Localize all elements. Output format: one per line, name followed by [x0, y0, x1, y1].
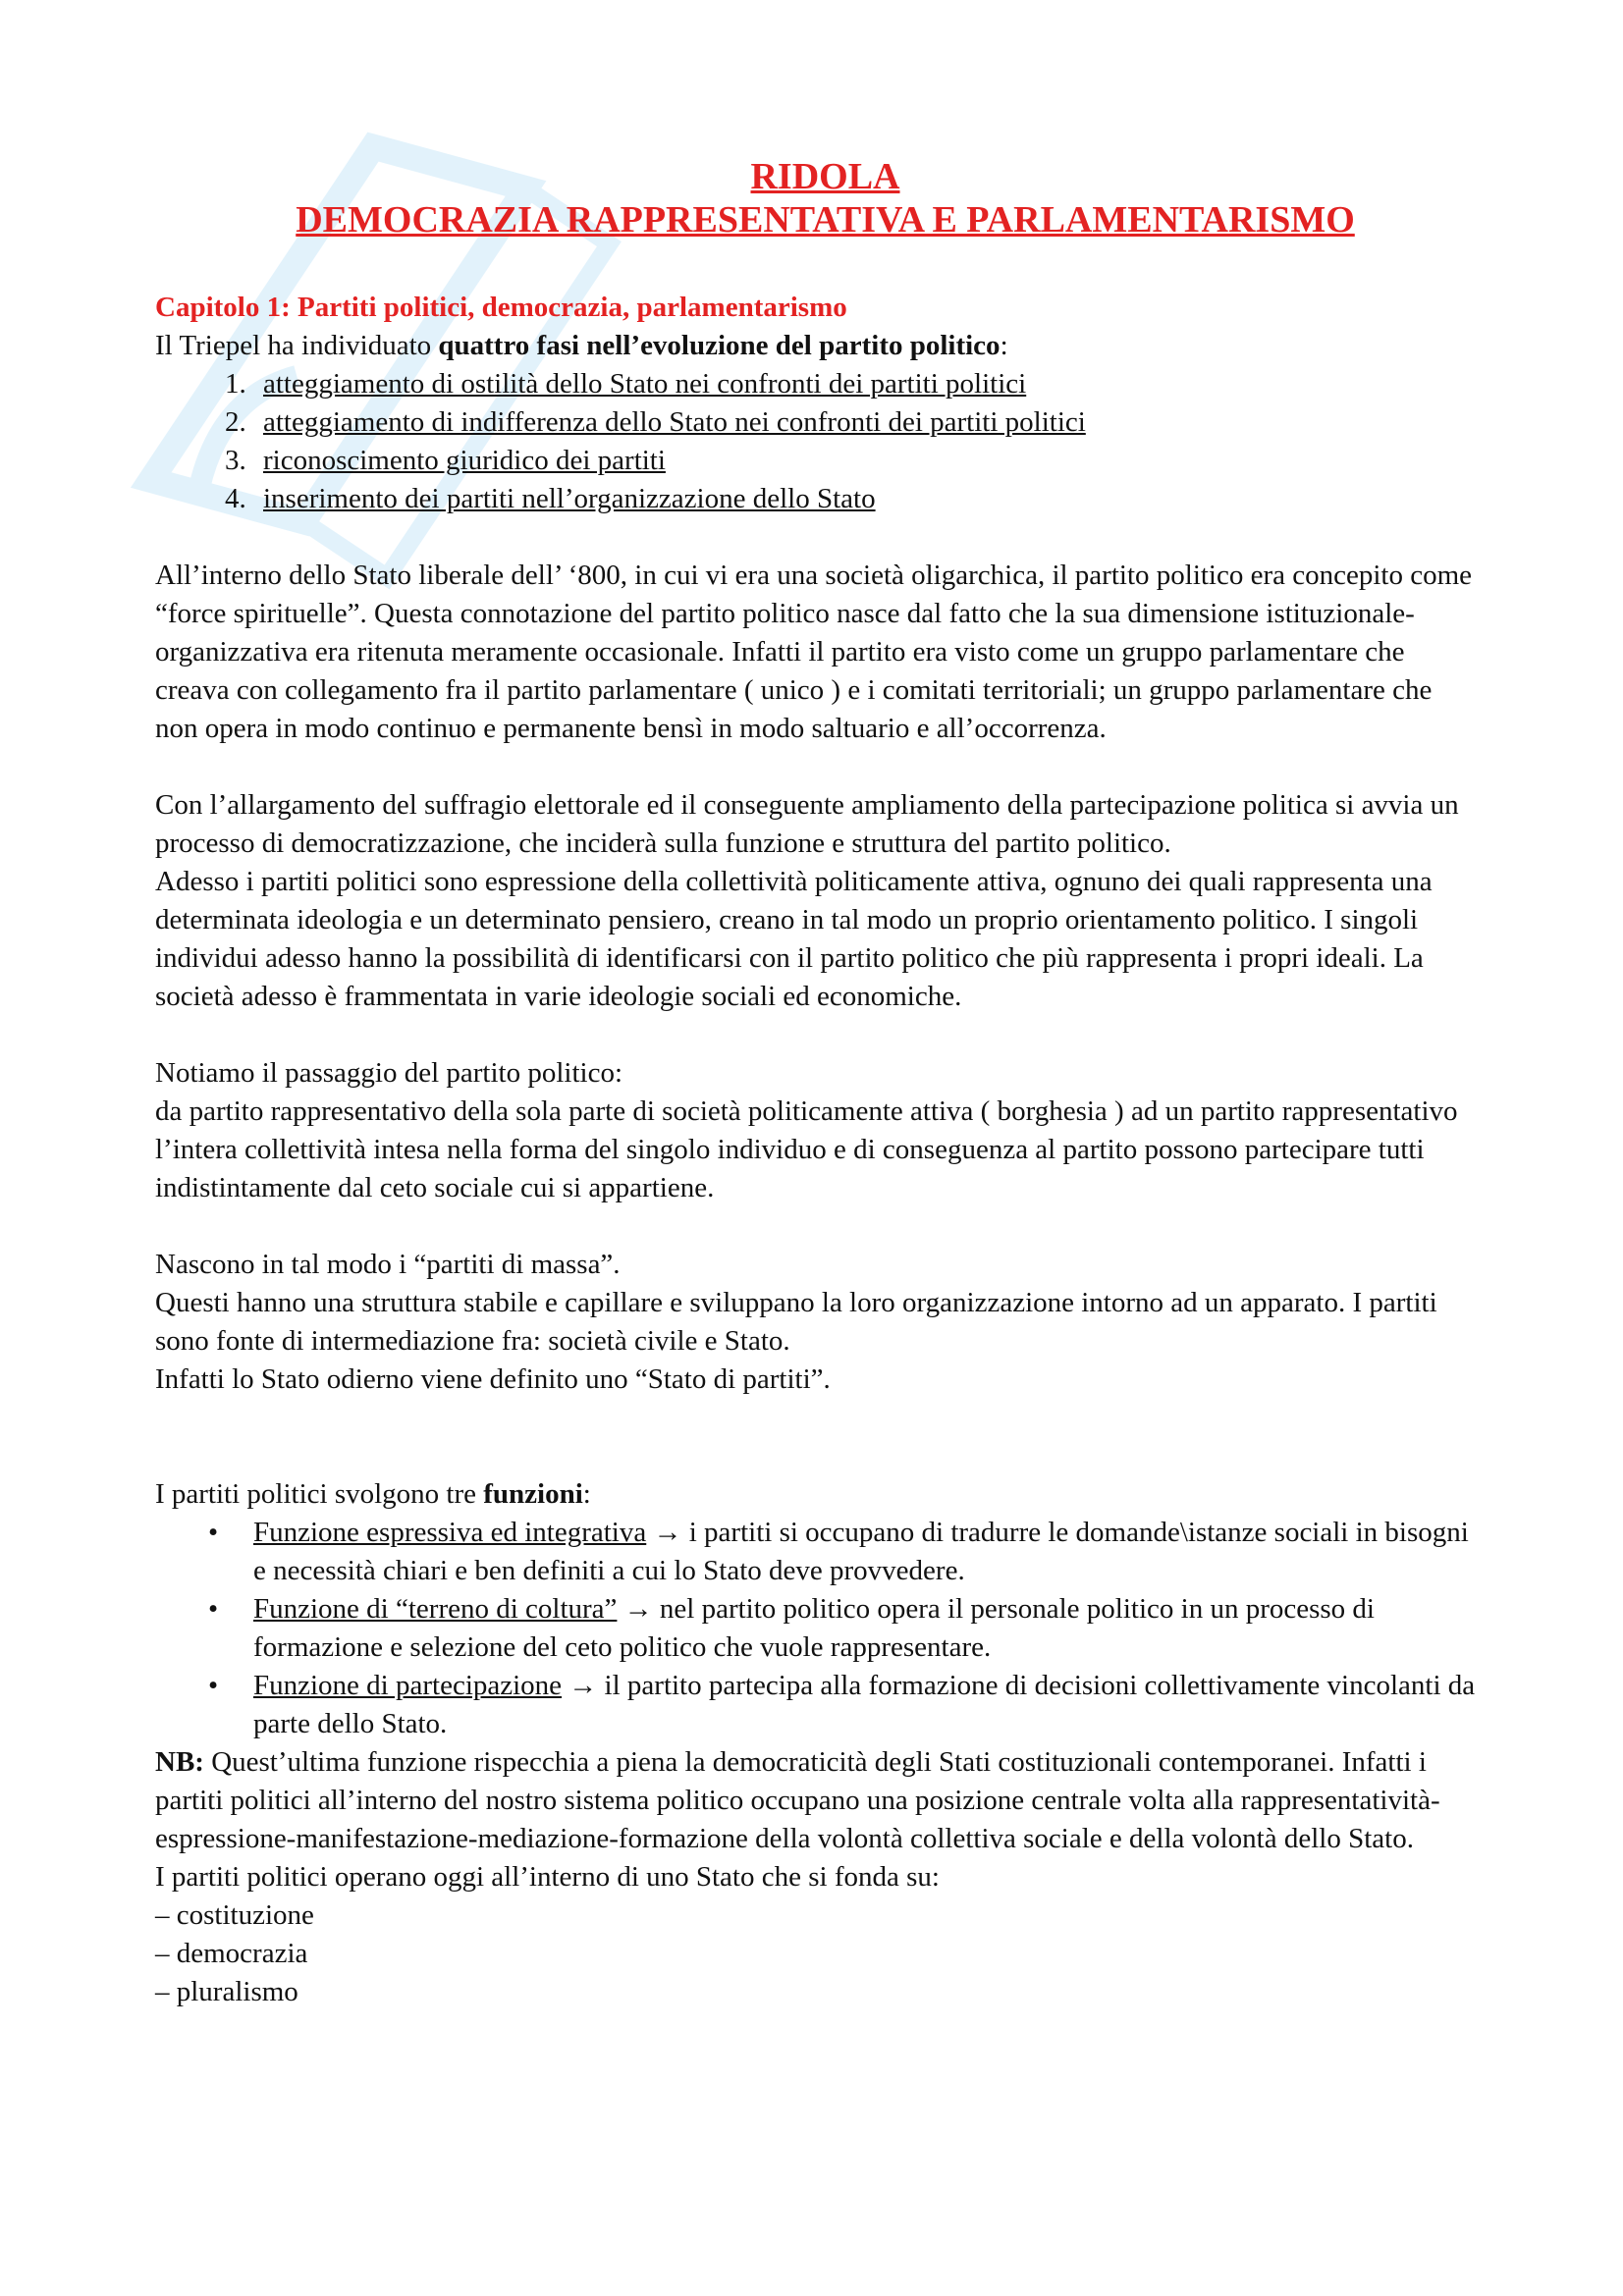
list-item: 4. inserimento dei partiti nell’organizzazione dello Stato [253, 480, 1476, 518]
document-page [155, 155, 1476, 2011]
functions-intro: I partiti politici svolgono tre funzioni: [155, 1478, 591, 1510]
phases-list [155, 365, 1476, 518]
list-item: 3. riconoscimento giuridico dei partiti [253, 442, 1476, 480]
paragraph-party-state: Infatti lo Stato odierno viene definito uno “Stato di partiti”. [155, 1363, 831, 1395]
paragraph-liberal-state: All’interno dello Stato liberale dell’ ‘800, in cui vi era una società oligarchica, il partito politico era concepito come “force spirituelle”. Questa connotazione del partito politico nasce dal fatto che la sua dimensione istituzionale-organizzativa era ritenuta meramente occasionale. Infatti il partito era visto come un gruppo parlamentare che creava con collegamento fra il partito parlamentare ( unico ) e i comitati territoriali; un gruppo parlamentare che non opera in modo continuo e permanente bensì in modo saltuario e all’occorrenza. [155, 560, 1473, 744]
paragraph-parties-today: Adesso i partiti politici sono espressione della collettività politicamente attiva, ognuno dei quali rappresenta una determinata ideologia e un determinato pensiero, creano in tal modo un proprio orientamento politico. I singoli individui adesso hanno la possibilità di identificarsi con il partito politico che più rappresenta i propri ideali. La società adesso è frammentata in varie ideologie sociali ed economiche. [155, 866, 1433, 1012]
list-item: 2. atteggiamento di indifferenza dello Stato nei confronti dei partiti politici [253, 403, 1476, 442]
paragraph-passage: da partito rappresentativo della sola parte di società politicamente attiva ( borghesia ) ad un partito rappresentativo l’intera collettività intesa nella forma del singolo individuo e di conseguenza al partito possono partecipare tutti indistintamente dal ceto sociale cui si appartiene. [155, 1095, 1458, 1203]
functions-list [155, 1514, 1476, 1743]
paragraph-passage-heading: Notiamo il passaggio del partito politico: [155, 1057, 623, 1089]
paragraph-structure: Questi hanno una struttura stabile e capillare e sviluppano la loro organizzazione intorno ad un apparato. I partiti sono fonte di intermediazione fra: società civile e Stato. [155, 1287, 1437, 1357]
bullet-icon: • [208, 1670, 219, 1701]
list-item: 1. atteggiamento di ostilità dello Stato nei confronti dei partiti politici [253, 365, 1476, 403]
paragraph-mass-parties: Nascono in tal modo i “partiti di massa”. [155, 1249, 621, 1280]
title-line-1: RIDOLA [750, 156, 900, 197]
paragraph-suffrage: Con l’allargamento del suffragio elettorale ed il conseguente ampliamento della partecipazione politica si avvia un processo di democratizzazione, che inciderà sulla funzione e struttura del partito politico. [155, 789, 1459, 859]
phases-intro: Il Triepel ha individuato quattro fasi nell’evoluzione del partito politico: [155, 330, 1008, 361]
state-item: – costituzione [155, 1899, 314, 1931]
chapter-heading: Capitolo 1: Partiti politici, democrazia, parlamentarismo [155, 292, 847, 323]
state-item: – pluralismo [155, 1976, 298, 2007]
bullet-icon: • [208, 1593, 219, 1625]
bullet-icon: • [208, 1517, 219, 1548]
state-item: – democrazia [155, 1938, 308, 1969]
nb-paragraph: NB: Quest’ultima funzione rispecchia a piena la democraticità degli Stati costituzionali contemporanei. Infatti i partiti politici all’interno del nostro sistema politico occupano una posizione centrale volta alla rappresentatività-espressione-manifestazione-mediazione-formazione della volontà collettiva sociale e della volontà dello Stato. [155, 1746, 1440, 1854]
title-block [175, 155, 1476, 241]
list-item: • Funzione di partecipazione → il partito partecipa alla formazione di decisioni collettivamente vincolanti da parte dello Stato. [253, 1667, 1476, 1743]
state-foundations-intro: I partiti politici operano oggi all’interno di uno Stato che si fonda su: [155, 1861, 940, 1893]
list-item: • Funzione espressiva ed integrativa → i partiti si occupano di tradurre le domande\istanze sociali in bisogni e necessità chiari e ben definiti a cui lo Stato deve provvedere. [253, 1514, 1476, 1590]
list-item: • Funzione di “terreno di coltura” → nel partito politico opera il personale politico in un processo di formazione e selezione del ceto politico che vuole rappresentare. [253, 1590, 1476, 1667]
title-line-2: DEMOCRAZIA RAPPRESENTATIVA E PARLAMENTARISMO [296, 199, 1355, 240]
